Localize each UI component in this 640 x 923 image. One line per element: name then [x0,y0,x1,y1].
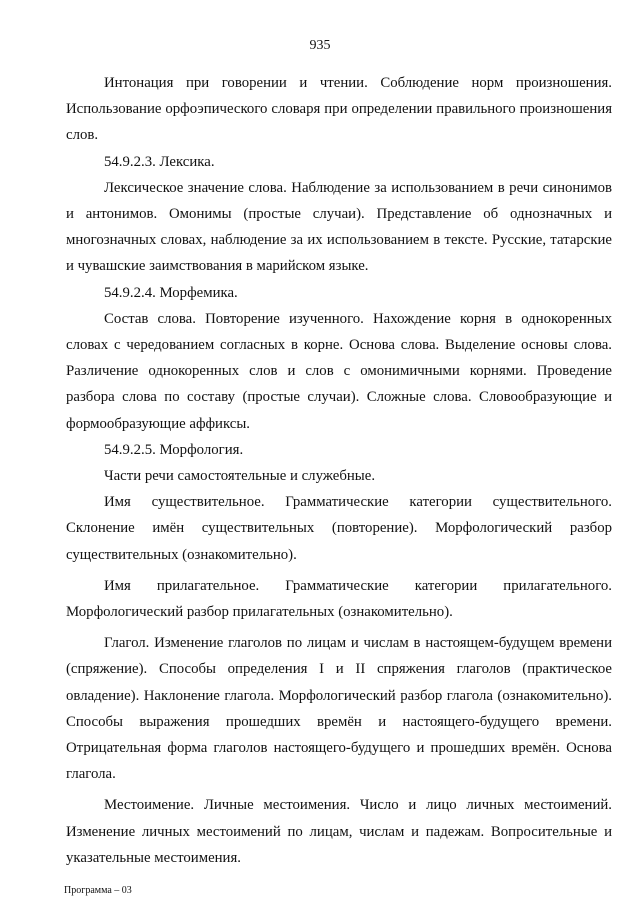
paragraph-noun: Имя существительное. Грамматические категории существительного. Склонение имён существительных (повторение). Морфологический разбор существительных (ознакомительно). [66,494,612,563]
heading-morphemics: 54.9.2.4. Морфемика. [104,284,238,301]
paragraph-pronoun: Местоимение. Личные местоимения. Число и лицо личных местоимений. Изменение личных местоимений по лицам, числам и падежам. Вопросительные и указательные местоимения. [66,797,612,866]
paragraph-verb: Глагол. Изменение глаголов по лицам и числам в настоящем-будущем времени (спряжение). Способы определения I и II спряжения глаголов (практическое овладение). Наклонение глагола. Морфологический разбор глагола (ознакомительно). Способы выражения прошедших времён и настоящего-будущего времени. Отрицательная форма глаголов настоящего-будущего и прошедших времён. Основа глагола. [66,635,612,783]
paragraph-intonation: Интонация при говорении и чтении. Соблюдение норм произношения. Использование орфоэпического словаря при определении правильного произношения слов. [66,75,612,144]
paragraph-morphemics: Состав слова. Повторение изученного. Нахождение корня в однокоренных словах с чередованием согласных в корне. Основа слова. Выделение основы слова. Различение однокоренных слов и слов с омонимичными корнями. Проведение разбора слова по составу (простые случаи). Сложные слова. Словообразующие и формообразующие аффиксы. [66,310,612,432]
document-body [66,70,612,871]
paragraph-lexicon: Лексическое значение слова. Наблюдение за использованием в речи синонимов и антонимов. Омонимы (простые случаи). Представление об однозначных и многозначных словах, наблюдение за их использованием в тексте. Русские, татарские и чувашские заимствования в марийском языке. [66,179,612,275]
page-number: 935 [309,38,331,53]
heading-lexicon: 54.9.2.3. Лексика. [104,153,215,170]
paragraph-parts-of-speech: Части речи самостоятельные и служебные. [104,468,376,485]
footer-label: Программа – 03 [64,885,132,896]
paragraph-adjective: Имя прилагательное. Грамматические категории прилагательного. Морфологический разбор прилагательных (ознакомительно). [66,577,612,621]
heading-morphology: 54.9.2.5. Морфология. [104,441,244,458]
